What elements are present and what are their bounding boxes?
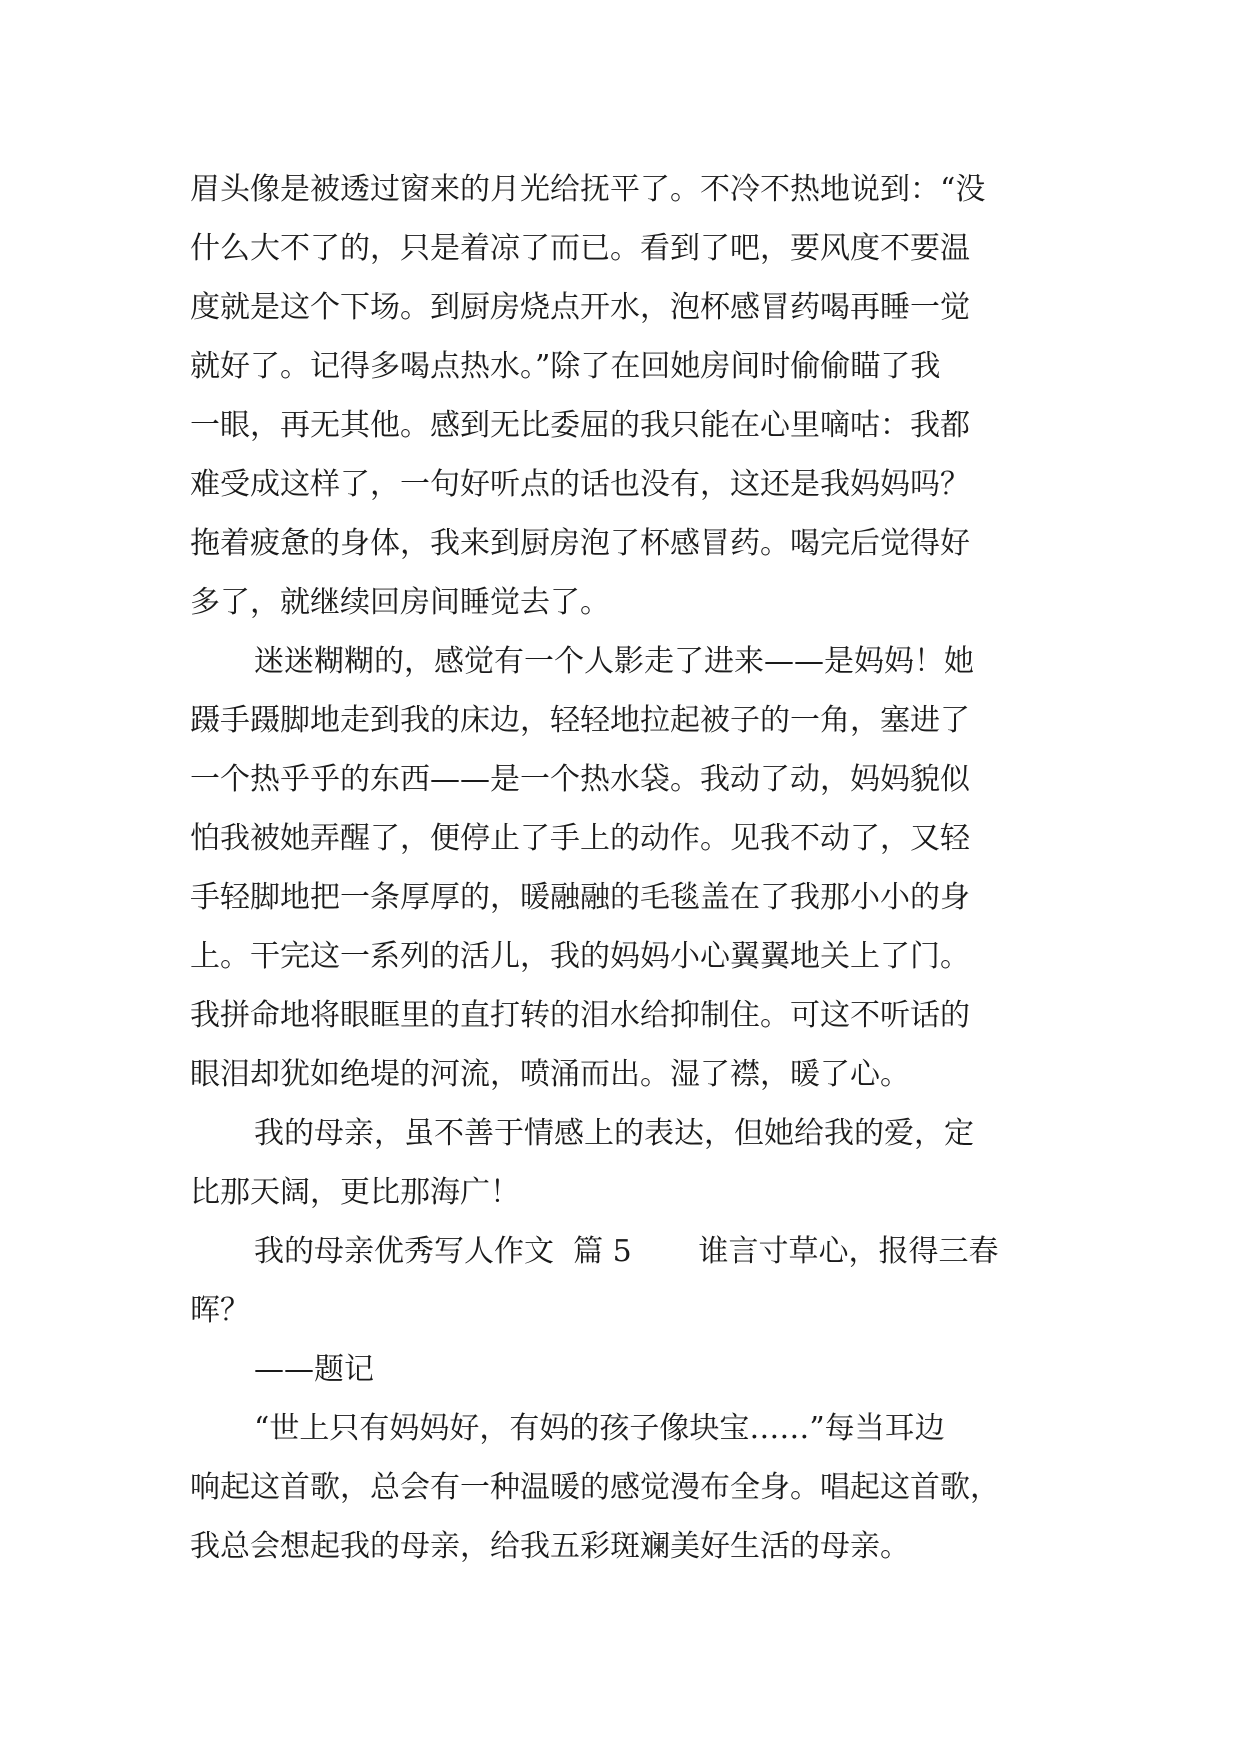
paragraph bbox=[190, 160, 1050, 632]
section-heading bbox=[190, 1222, 1050, 1340]
text-line: 多了，就继续回房间睡觉去了。 bbox=[190, 585, 610, 620]
text-line: “世上只有妈妈好，有妈的孩子像块宝……”每当耳边 bbox=[254, 1411, 945, 1446]
paragraph bbox=[190, 1104, 1050, 1222]
text-line: 拖着疲惫的身体，我来到厨房泡了杯感冒药。喝完后觉得好 bbox=[190, 526, 970, 561]
text-line: ——题记 bbox=[254, 1352, 374, 1387]
text-line: 响起这首歌，总会有一种温暖的感觉漫布全身。唱起这首歌， bbox=[190, 1470, 1000, 1505]
text-line: 怕我被她弄醒了，便停止了手上的动作。见我不动了，又轻 bbox=[190, 821, 970, 856]
text-line: 难受成这样了，一句好听点的话也没有，这还是我妈妈吗？ bbox=[190, 467, 970, 502]
text-line: 我拼命地将眼眶里的直打转的泪水给抑制住。可这不听话的 bbox=[190, 998, 970, 1033]
text-line: 上。干完这一系列的活儿，我的妈妈小心翼翼地关上了门。 bbox=[190, 939, 970, 974]
text-line: 就好了。记得多喝点热水。”除了在回她房间时偷偷瞄了我 bbox=[190, 349, 941, 384]
text-line: 我总会想起我的母亲，给我五彩斑斓美好生活的母亲。 bbox=[190, 1529, 910, 1564]
text-line: 什么大不了的，只是着凉了而已。看到了吧，要风度不要温 bbox=[190, 231, 970, 266]
paragraph bbox=[190, 632, 1050, 1104]
text-line: 我的母亲优秀写人作文 篇 5 谁言寸草心，报得三春 bbox=[254, 1234, 999, 1269]
essay-body bbox=[190, 160, 1050, 1576]
text-line: 度就是这个下场。到厨房烧点开水，泡杯感冒药喝再睡一觉 bbox=[190, 290, 970, 325]
text-line: 眼泪却犹如绝堤的河流，喷涌而出。湿了襟，暖了心。 bbox=[190, 1057, 910, 1092]
text-line: 蹑手蹑脚地走到我的床边，轻轻地拉起被子的一角，塞进了 bbox=[190, 703, 970, 738]
text-line: 一眼，再无其他。感到无比委屈的我只能在心里嘀咕：我都 bbox=[190, 408, 970, 443]
text-line: 迷迷糊糊的，感觉有一个人影走了进来——是妈妈！她 bbox=[254, 644, 974, 679]
text-line: 手轻脚地把一条厚厚的，暖融融的毛毯盖在了我那小小的身 bbox=[190, 880, 970, 915]
epigraph-attribution bbox=[190, 1340, 1050, 1399]
text-line: 我的母亲，虽不善于情感上的表达，但她给我的爱，定 bbox=[254, 1116, 974, 1151]
text-line: 一个热乎乎的东西——是一个热水袋。我动了动，妈妈貌似 bbox=[190, 762, 970, 797]
text-line: 眉头像是被透过窗来的月光给抚平了。不冷不热地说到：“没 bbox=[190, 172, 986, 207]
paragraph bbox=[190, 1399, 1050, 1576]
text-line: 晖？ bbox=[190, 1293, 250, 1328]
text-line: 比那天阔，更比那海广！ bbox=[190, 1175, 520, 1210]
